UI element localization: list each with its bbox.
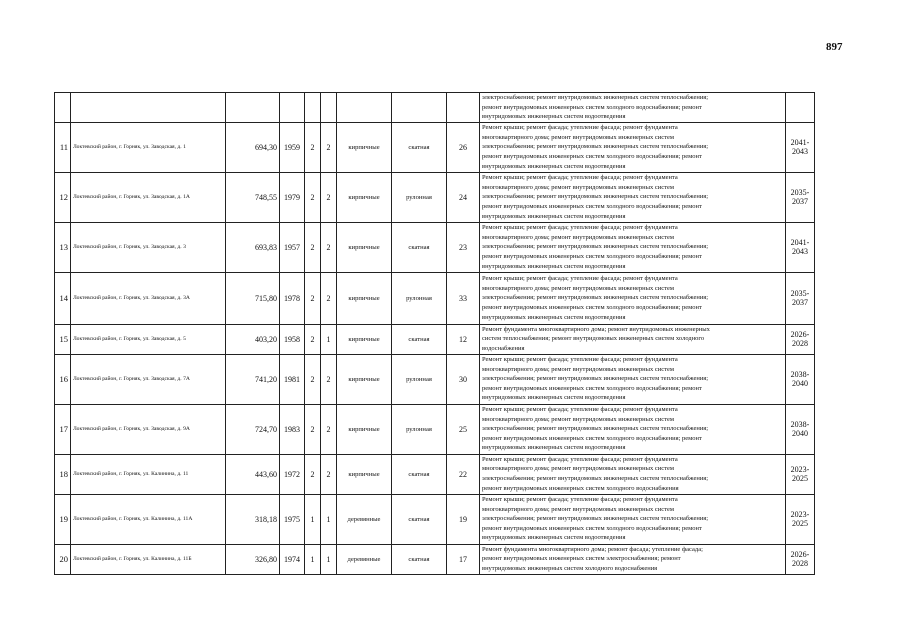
cell-year: 1972 [280, 454, 305, 494]
work-line: водоснабжения [482, 344, 525, 352]
cell-no: 15 [55, 324, 71, 354]
cell-roof: рулонная [392, 404, 447, 454]
cell-entrances: 2 [321, 454, 337, 494]
work-line: Ремонт крыши; ремонт фасада; утепление фасада; ремонт фундамента [482, 224, 678, 232]
cell-address: Локтевский район, г. Горняк, ул. Заводская, д. 7А [71, 354, 226, 404]
cell-works [480, 324, 786, 354]
cell-no [55, 93, 71, 123]
cell-period: 2035-2037 [786, 172, 815, 222]
cell-entrances: 2 [321, 172, 337, 222]
cell-address [71, 93, 226, 123]
work-line: внутридомовых инженерных систем холодного водоснабжения [482, 564, 658, 572]
table-row [55, 544, 815, 574]
cell-material: деревянные [337, 544, 392, 574]
work-line: электроснабжения; ремонт внутридомовых инженерных систем теплоснабжения; [482, 294, 709, 302]
cell-material: кирпичные [337, 454, 392, 494]
cell-year: 1983 [280, 404, 305, 454]
cell-material: кирпичные [337, 172, 392, 222]
work-line: Ремонт крыши; ремонт фасада; утепление фасада; ремонт фундамента [482, 455, 678, 463]
cell-material: деревянные [337, 494, 392, 544]
work-line: Ремонт фундамента многоквартирного дома; ремонт внутридомовых инженерных [482, 325, 710, 333]
cell-address: Локтевский район, г. Горняк, ул. Калинина, д. 11Б [71, 544, 226, 574]
cell-wear: 33 [447, 272, 480, 324]
cell-material: кирпичные [337, 404, 392, 454]
cell-floors: 2 [305, 172, 321, 222]
cell-period: 2041-2043 [786, 122, 815, 172]
cell-area: 724,70 [226, 404, 280, 454]
cell-area: 326,80 [226, 544, 280, 574]
cell-area: 443,60 [226, 454, 280, 494]
table-row [55, 354, 815, 404]
cell-address: Локтевский район, г. Горняк, ул. Заводская, д. 3А [71, 272, 226, 324]
cell-period: 2038-2040 [786, 404, 815, 454]
cell-roof: рулонная [392, 272, 447, 324]
cell-no: 20 [55, 544, 71, 574]
cell-area [226, 93, 280, 123]
cell-year: 1979 [280, 172, 305, 222]
table-body [55, 93, 815, 575]
cell-year: 1981 [280, 354, 305, 404]
cell-no: 11 [55, 122, 71, 172]
cell-year: 1978 [280, 272, 305, 324]
cell-works [480, 494, 786, 544]
cell-wear: 17 [447, 544, 480, 574]
cell-floors [305, 93, 321, 123]
cell-wear: 22 [447, 454, 480, 494]
cell-floors: 2 [305, 354, 321, 404]
work-line: Ремонт крыши; ремонт фасада; утепление фасада; ремонт фундамента [482, 406, 678, 414]
cell-area: 693,83 [226, 222, 280, 272]
table-row [55, 324, 815, 354]
cell-works [480, 93, 786, 123]
cell-wear: 24 [447, 172, 480, 222]
work-line: ремонт внутридомовых инженерных систем холодного водоснабжения; ремонт [482, 103, 702, 111]
cell-area: 318,18 [226, 494, 280, 544]
work-line: ремонт внутридомовых инженерных систем электроснабжения; ремонт [482, 555, 681, 563]
cell-entrances: 2 [321, 122, 337, 172]
work-line: многоквартирного дома; ремонт внутридомовых инженерных систем [482, 284, 674, 292]
cell-address: Локтевский район, г. Горняк, ул. Заводская, д. 9А [71, 404, 226, 454]
work-line: электроснабжения; ремонт внутридомовых инженерных систем теплоснабжения; [482, 475, 709, 483]
cell-year: 1974 [280, 544, 305, 574]
cell-year: 1975 [280, 494, 305, 544]
cell-works [480, 544, 786, 574]
work-line: электроснабжения; ремонт внутридомовых инженерных систем теплоснабжения; [482, 515, 709, 523]
cell-address: Локтевский район, г. Горняк, ул. Заводская, д. 3 [71, 222, 226, 272]
cell-entrances: 1 [321, 544, 337, 574]
cell-floors: 2 [305, 272, 321, 324]
cell-no: 17 [55, 404, 71, 454]
work-line: Ремонт крыши; ремонт фасада; утепление фасада; ремонт фундамента [482, 496, 678, 504]
work-line: электроснабжения; ремонт внутридомовых инженерных систем теплоснабжения; [482, 375, 709, 383]
table-row [55, 404, 815, 454]
cell-material [337, 93, 392, 123]
cell-no: 19 [55, 494, 71, 544]
cell-material: кирпичные [337, 272, 392, 324]
work-line: электроснабжения; ремонт внутридомовых инженерных систем теплоснабжения; [482, 243, 709, 251]
table-row [55, 172, 815, 222]
cell-works [480, 272, 786, 324]
work-line: внутридомовых инженерных систем водоотведения [482, 534, 626, 542]
cell-entrances [321, 93, 337, 123]
work-line: внутридомовых инженерных систем водоотведения [482, 212, 626, 220]
table-row [55, 494, 815, 544]
cell-material: кирпичные [337, 222, 392, 272]
cell-works [480, 454, 786, 494]
cell-wear: 12 [447, 324, 480, 354]
work-line: внутридомовых инженерных систем водоотведения [482, 162, 626, 170]
cell-floors: 1 [305, 494, 321, 544]
table-row [55, 122, 815, 172]
work-line: ремонт внутридомовых инженерных систем холодного водоснабжения; ремонт [482, 253, 702, 261]
work-line: многоквартирного дома; ремонт внутридомовых инженерных систем [482, 465, 674, 473]
work-line: ремонт внутридомовых инженерных систем холодного водоснабжения; ремонт [482, 524, 702, 532]
cell-wear: 23 [447, 222, 480, 272]
cell-no: 16 [55, 354, 71, 404]
cell-area: 403,20 [226, 324, 280, 354]
cell-period: 2038-2040 [786, 354, 815, 404]
cell-works [480, 172, 786, 222]
work-line: многоквартирного дома; ремонт внутридомовых инженерных систем [482, 133, 674, 141]
cell-roof: скатная [392, 454, 447, 494]
cell-area: 694,30 [226, 122, 280, 172]
work-line: Ремонт фундамента многоквартирного дома; ремонт фасада; утепление фасада; [482, 545, 703, 553]
cell-period: 2023-2025 [786, 454, 815, 494]
cell-no: 12 [55, 172, 71, 222]
cell-address: Локтевский район, г. Горняк, ул. Калинина, д. 11А [71, 494, 226, 544]
work-line: электроснабжения; ремонт внутридомовых инженерных систем теплоснабжения; [482, 143, 709, 151]
cell-material: кирпичные [337, 324, 392, 354]
cell-entrances: 2 [321, 404, 337, 454]
cell-period: 2026-2028 [786, 544, 815, 574]
cell-area: 748,55 [226, 172, 280, 222]
cell-entrances: 1 [321, 324, 337, 354]
cell-wear [447, 93, 480, 123]
cell-roof [392, 93, 447, 123]
cell-entrances: 2 [321, 354, 337, 404]
table-row [55, 272, 815, 324]
work-line: многоквартирного дома; ремонт внутридомовых инженерных систем [482, 365, 674, 373]
cell-year: 1957 [280, 222, 305, 272]
cell-floors: 2 [305, 222, 321, 272]
work-line: электроснабжения; ремонт внутридомовых инженерных систем теплоснабжения; [482, 193, 709, 201]
cell-entrances: 1 [321, 494, 337, 544]
cell-period: 2041-2043 [786, 222, 815, 272]
cell-floors: 2 [305, 454, 321, 494]
cell-year: 1959 [280, 122, 305, 172]
work-line: электроснабжения; ремонт внутридомовых инженерных систем теплоснабжения; [482, 94, 709, 101]
cell-floors: 2 [305, 404, 321, 454]
cell-period: 2035-2037 [786, 272, 815, 324]
cell-works [480, 354, 786, 404]
work-line: внутридомовых инженерных систем водоотведения [482, 313, 626, 321]
cell-wear: 25 [447, 404, 480, 454]
work-line: ремонт внутридомовых инженерных систем холодного водоснабжения [482, 484, 679, 492]
work-line: ремонт внутридомовых инженерных систем холодного водоснабжения; ремонт [482, 384, 702, 392]
cell-address: Локтевский район, г. Горняк, ул. Заводская, д. 1 [71, 122, 226, 172]
work-line: ремонт внутридомовых инженерных систем холодного водоснабжения; ремонт [482, 434, 702, 442]
cell-roof: скатная [392, 544, 447, 574]
work-line: Ремонт крыши; ремонт фасада; утепление фасада; ремонт фундамента [482, 356, 678, 364]
cell-year: 1958 [280, 324, 305, 354]
cell-floors: 1 [305, 544, 321, 574]
work-line: многоквартирного дома; ремонт внутридомовых инженерных систем [482, 183, 674, 191]
work-line: многоквартирного дома; ремонт внутридомовых инженерных систем [482, 505, 674, 513]
cell-no: 18 [55, 454, 71, 494]
cell-roof: скатная [392, 324, 447, 354]
cell-material: кирпичные [337, 122, 392, 172]
cell-wear: 19 [447, 494, 480, 544]
work-line: ремонт внутридомовых инженерных систем холодного водоснабжения; ремонт [482, 203, 702, 211]
cell-roof: скатная [392, 122, 447, 172]
cell-address: Локтевский район, г. Горняк, ул. Заводская, д. 1А [71, 172, 226, 222]
work-line: Ремонт крыши; ремонт фасада; утепление фасада; ремонт фундамента [482, 124, 678, 132]
page-number: 897 [826, 41, 843, 53]
cell-floors: 2 [305, 122, 321, 172]
cell-area: 715,80 [226, 272, 280, 324]
cell-works [480, 222, 786, 272]
cell-roof: рулонная [392, 172, 447, 222]
work-line: внутридомовых инженерных систем водоотведения [482, 113, 626, 121]
cell-entrances: 2 [321, 222, 337, 272]
work-line: систем теплоснабжения; ремонт внутридомовых инженерных систем холодного [482, 335, 705, 343]
work-line: многоквартирного дома; ремонт внутридомовых инженерных систем [482, 233, 674, 241]
work-line: внутридомовых инженерных систем водоотведения [482, 262, 626, 270]
cell-wear: 30 [447, 354, 480, 404]
table-row [55, 454, 815, 494]
cell-address: Локтевский район, г. Горняк, ул. Заводская, д. 5 [71, 324, 226, 354]
work-line: Ремонт крыши; ремонт фасада; утепление фасада; ремонт фундамента [482, 275, 678, 283]
cell-address: Локтевский район, г. Горняк, ул. Калинина, д. 11 [71, 454, 226, 494]
cell-roof: рулонная [392, 354, 447, 404]
cell-year [280, 93, 305, 123]
work-line: внутридомовых инженерных систем водоотведения [482, 394, 626, 402]
work-line: Ремонт крыши; ремонт фасада; утепление фасада; ремонт фундамента [482, 174, 678, 182]
cell-roof: скатная [392, 494, 447, 544]
continuation-row [55, 93, 815, 123]
work-line: внутридомовых инженерных систем водоотведения [482, 444, 626, 452]
cell-works [480, 404, 786, 454]
cell-period: 2026-2028 [786, 324, 815, 354]
cell-floors: 2 [305, 324, 321, 354]
housing-repair-table [54, 92, 815, 575]
table-row [55, 222, 815, 272]
work-line: ремонт внутридомовых инженерных систем холодного водоснабжения; ремонт [482, 304, 702, 312]
cell-material: кирпичные [337, 354, 392, 404]
cell-area: 741,20 [226, 354, 280, 404]
cell-period: 2023-2025 [786, 494, 815, 544]
work-line: ремонт внутридомовых инженерных систем холодного водоснабжения; ремонт [482, 153, 702, 161]
cell-no: 13 [55, 222, 71, 272]
work-line: электроснабжения; ремонт внутридомовых инженерных систем теплоснабжения; [482, 425, 709, 433]
cell-wear: 26 [447, 122, 480, 172]
cell-entrances: 2 [321, 272, 337, 324]
cell-roof: скатная [392, 222, 447, 272]
cell-period [786, 93, 815, 123]
cell-works [480, 122, 786, 172]
work-line: многоквартирного дома; ремонт внутридомовых инженерных систем [482, 415, 674, 423]
cell-no: 14 [55, 272, 71, 324]
